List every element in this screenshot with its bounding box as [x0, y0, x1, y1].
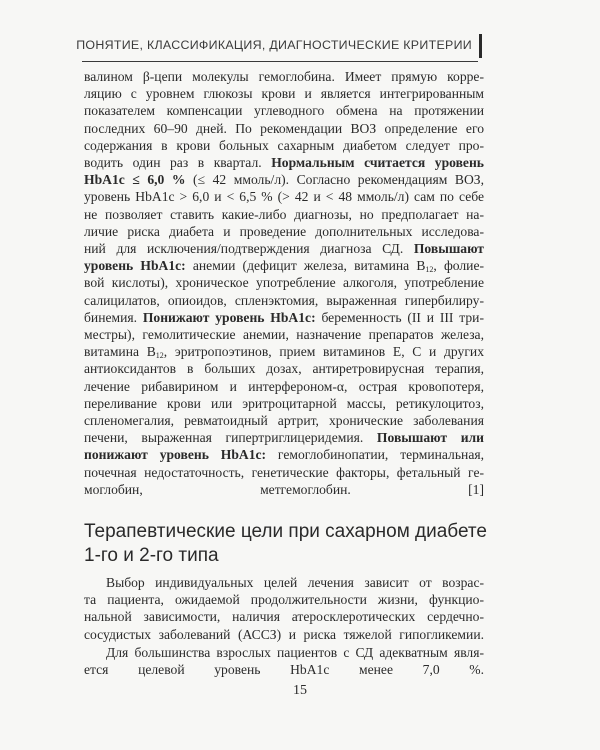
page-number: 15 [293, 683, 307, 698]
text-line: вой кислоты), хроническое употребление алкоголя, употребление [84, 275, 484, 291]
text-line: местры), гемолитические анемии, назначение препаратов железа, [84, 327, 484, 343]
bold-phrase: понижают уровень HbA1c: [84, 447, 267, 463]
paragraph-individual-goals [84, 574, 484, 643]
text-line: валином β-цепи молекулы гемоглобина. Имеет прямую корре- [84, 69, 484, 84]
text-line: ний для исключения/подтверждения диагноза СД. Повышают [84, 241, 484, 257]
text-line: показателем компенсации углеводного обмена на протяжении [84, 103, 484, 119]
section-heading-line: Терапевтические цели при сахарном диабете [84, 521, 487, 542]
paragraph-target-level [84, 644, 484, 678]
text-line: уровень HbA1c: анемии (дефицит железа, витамина $B_{12}$, фолие- [84, 258, 485, 275]
bold-phrase: Повышают или [376, 430, 484, 446]
text-line: почечная недостаточность, генетические факторы, фетальный ге- [84, 464, 484, 480]
running-header-title: ПОНЯТИЕ, КЛАССИФИКАЦИЯ, ДИАГНОСТИЧЕСКИЕ КРИТЕРИИ [76, 38, 472, 52]
text-line: лечение рибавирином и интерфероном-α, острая кровопотеря, [84, 378, 484, 394]
bold-phrase: Нормальным считается уровень [271, 155, 484, 171]
text-line: содержания в крови больных сахарным диабетом следует про- [84, 137, 484, 153]
text-line: переливание крови или эритроцитарной массы, ретикулоцитоз, [84, 395, 484, 411]
text-line: моглобин, метгемоглобин. [1] [84, 481, 484, 497]
text-line: нальной зависимости, наличия атеросклеротических сердечно- [84, 609, 484, 625]
text-line: Выбор индивидуальных целей лечения зависит от возрас- [106, 575, 484, 590]
text-line: личие риска диабета и проведение дополнительных исследова- [84, 223, 484, 239]
text-line: HbA1c ≤ 6,0 % (≤ 42 ммоль/л). Согласно рекомендациям ВОЗ, [84, 172, 485, 188]
running-header [0, 32, 600, 62]
text-line: витамина $B_{12}$, эритропоэтинов, прием витаминов E, C и других [84, 344, 484, 361]
text-line: не позволяет ставить какие-либо диагнозы, но предполагает на- [84, 206, 484, 222]
bold-phrase: Повышают [413, 241, 484, 257]
header-rule [82, 61, 478, 62]
bold-phrase: Понижают уровень HbA1c: [142, 309, 316, 325]
section-heading-line: 1-го и 2-го типа [84, 545, 219, 566]
text-line: Для большинства взрослых пациентов с СД адекватным явля- [106, 645, 484, 660]
text-line: сосудистых заболеваний (АССЗ) и риска тяжелой гипогликемии. [84, 626, 484, 642]
text-line: последних 60–90 дней. По рекомендации ВОЗ определение его [84, 120, 484, 136]
text-line: ляцию с уровнем глюкозы крови и является интегрированным [84, 86, 484, 102]
text-line: печени, выраженная гипертриглицеридемия. Повышают или [84, 430, 484, 446]
text-line: салицилатов, опиоидов, спленэктомия, выраженная гипербилиру- [84, 292, 484, 308]
text-line: та пациента, ожидаемой продолжительности жизни, функцио- [84, 592, 484, 608]
text-line: бинемия. Понижают уровень HbA1c: беременность (II и III три- [84, 309, 484, 325]
text-line: водить один раз в квартал. Нормальным считается уровень [84, 155, 484, 171]
text-line: антиоксидантов в больших дозах, антиретровирусная терапия, [84, 361, 484, 377]
header-marker-bar [479, 34, 482, 58]
bold-phrase: HbA1c ≤ 6,0 % [84, 172, 186, 188]
text-line: уровень HbA1c > 6,0 и < 6,5 % (> 42 и < 48 ммоль/л) сам по себе [84, 189, 484, 205]
text-line: ется целевой уровень HbA1c менее 7,0 %. [84, 662, 484, 678]
bold-phrase: уровень HbA1c: [84, 258, 186, 274]
paragraph-hba1c [84, 68, 484, 498]
text-line: понижают уровень HbA1c: гемоглобинопатии, терминальная, [84, 447, 485, 463]
text-line: спленомегалия, ревматоидный артрит, хронические заболевания [84, 413, 484, 429]
section-heading [84, 520, 504, 568]
